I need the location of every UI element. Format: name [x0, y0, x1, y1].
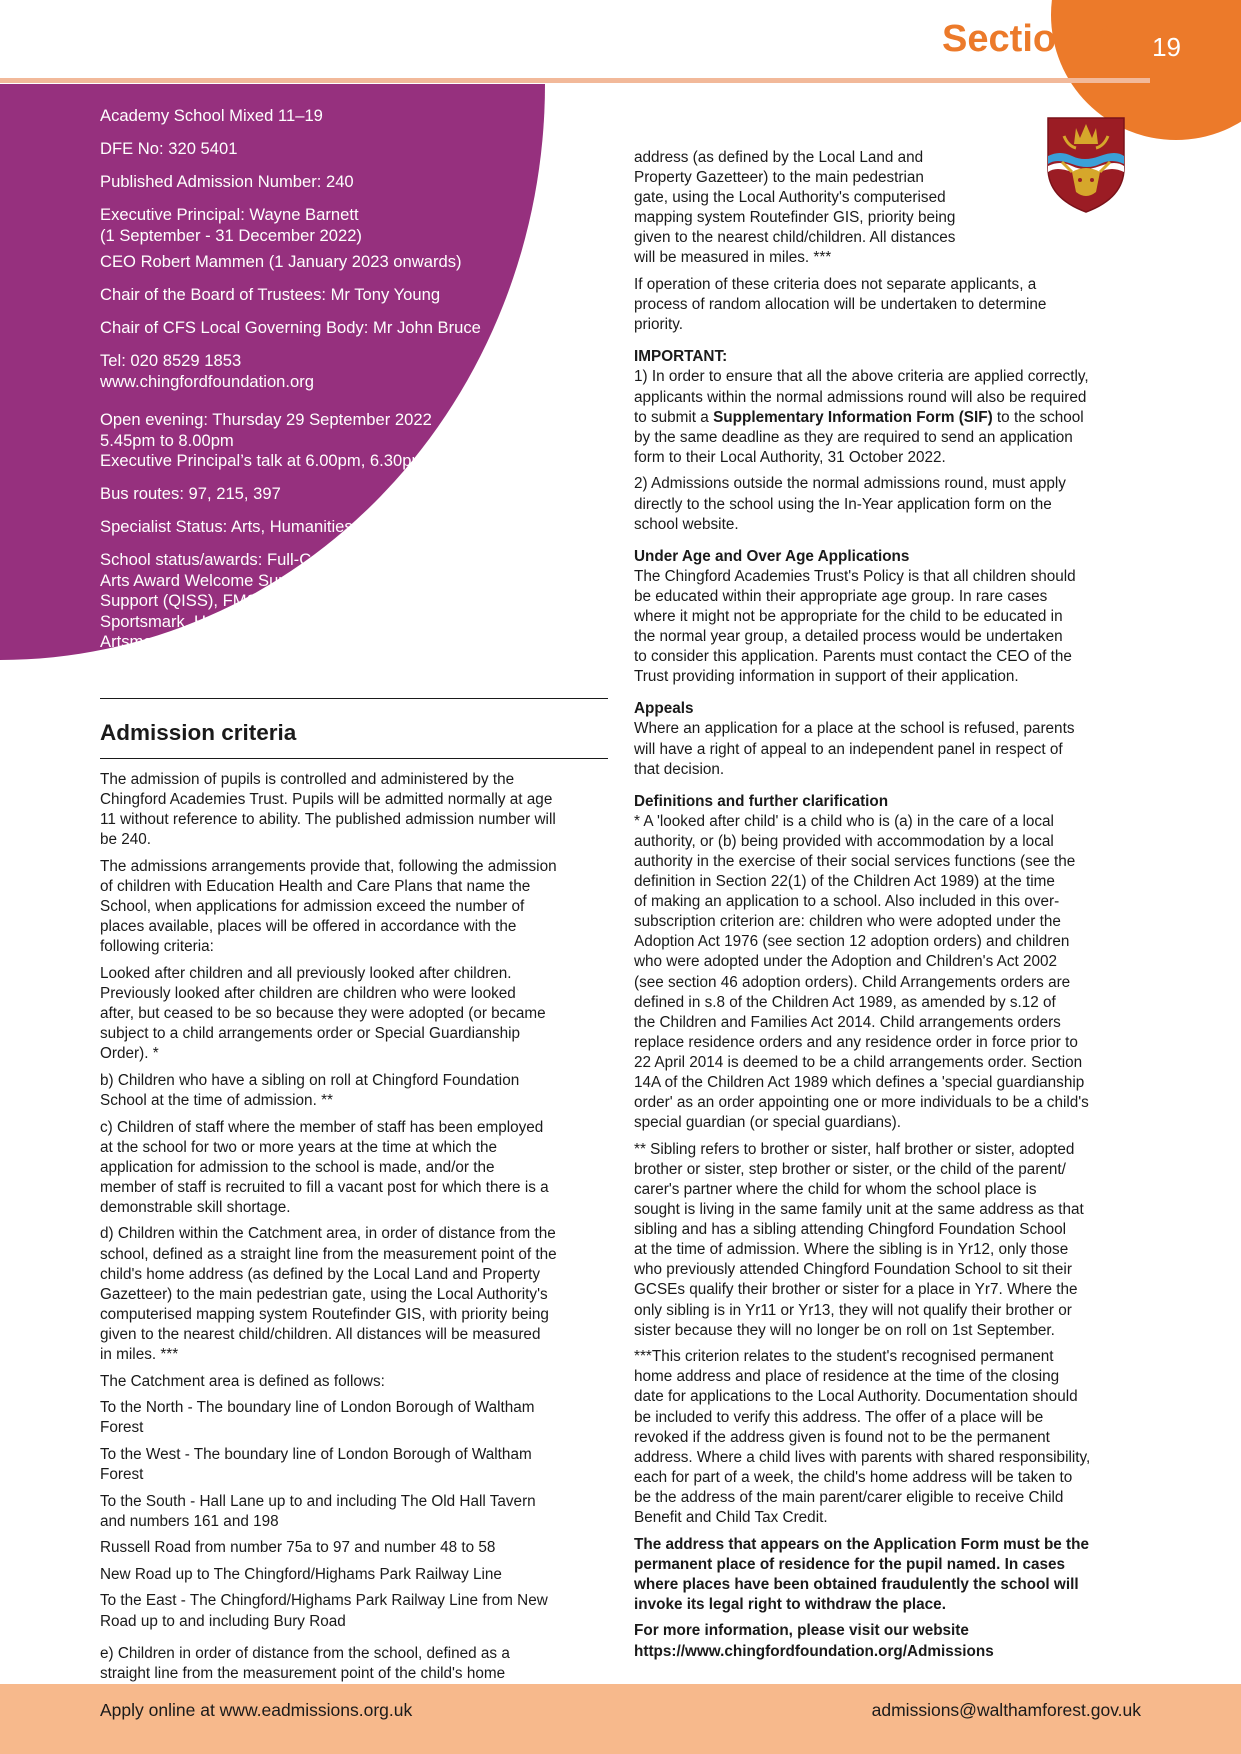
- random-allocation: If operation of these criteria does not separate applicants, a process of random allocation will be undertaken to determine priority.: [634, 276, 1047, 334]
- sif-form-name: Supplementary Information Form (SIF): [713, 408, 993, 426]
- definition-looked-after: * A 'looked after child' is a child who is (a) in the care of a local authority, or (b) being provided with accommodation by a local authority in the exercise of their social services functions (see the definition in Section 22(1) of the Children Act 1989) at the time of making an application to a school. Also included in this over- subscription criterion are: children who were adopted under the Adoption Act 1976 (see section 12 adoption orders) and children who were adopted under the Adoption and Children's Act 2002 (see section 46 adoption orders). Child Arrangements orders are defined in s.8 of the Children Act 1989, as amended by s.12 of the Children and Families Act 2014. Child arrangements orders replace residence orders and any residence order in force prior to 22 April 2014 is deemed to be a child arrangements order. Section 14A of the Children Act 1989 which defines a 'special guardianship order' as an order appointing one or more individuals to be a child's special guardian (or special guardians).: [634, 812, 1089, 1132]
- page-footer: [0, 1684, 1241, 1754]
- appeals-text: Where an application for a place at the school is refused, parents will have a right of appeal to an independent panel in respect of that decision.: [634, 720, 1075, 778]
- chair-governing-body: Chair of CFS Local Governing Body: Mr John Bruce: [100, 318, 481, 337]
- section-rule-top: [100, 698, 608, 699]
- age-applications-heading: Under Age and Over Age Applications: [634, 547, 910, 565]
- chair-trustees: Chair of the Board of Trustees: Mr Tony Young: [100, 285, 441, 304]
- admission-arrangements: The admissions arrangements provide that, following the admission of children with Education Health and Care Plans that name the School, when applications for admission exceed the number of places available, places will be offered in accordance with the following criteria:: [100, 857, 557, 956]
- important-point-1-end: to the school by the same deadline as they are required to send an application form to their Local Authority, 31 October 2022.: [634, 408, 1084, 466]
- criterion-e: e) Children in order of distance from the school, defined as a straight line from the measurement point of the child's home: [100, 1644, 510, 1682]
- catchment-east: To the East - The Chingford/Highams Park Railway Line from New Road up to and including Bury Road: [100, 1592, 548, 1630]
- specialist-status: Specialist Status: Arts, Humanities and Sports: [100, 517, 438, 536]
- open-evening: Open evening: Thursday 29 September 2022 5.45pm to 8.00pm Executive Principal’s talk at 6.00pm, 6.30pm and 7.00pm: [100, 410, 518, 470]
- admission-criteria-heading: Admission criteria: [100, 720, 297, 745]
- important-heading: IMPORTANT:: [634, 348, 728, 366]
- section-title: Section 3: [942, 18, 1111, 60]
- ceo: CEO Robert Mammen (1 January 2023 onwards): [100, 252, 462, 271]
- important-point-1: [634, 367, 1144, 467]
- header-divider: [0, 78, 1150, 83]
- criteria-continued-column: [634, 148, 1144, 1668]
- criterion-c: c) Children of staff where the member of staff has been employed at the school for two or more years at the time at which the application for admission to the school is made, and/or the member of staff is recruited to fill a vacant post for which there is a demonstrable skill shortage.: [100, 1118, 549, 1216]
- catchment-intro: The Catchment area is defined as follows:: [100, 1372, 385, 1390]
- admission-number: Published Admission Number: 240: [100, 172, 354, 191]
- page-number: 19: [1152, 32, 1181, 62]
- important-point-1-text: 1) In order to ensure that all the above criteria are applied correctly, applicants within the normal admissions round will also be required to submit a: [634, 368, 1089, 426]
- catchment-new-road: New Road up to The Chingford/Highams Park Railway Line: [100, 1565, 502, 1583]
- footer-apply-online: Apply online at www.eadmissions.org.uk: [100, 1700, 413, 1720]
- catchment-south: To the South - Hall Lane up to and including The Old Hall Tavern and numbers 161 and 198: [100, 1492, 536, 1530]
- footer-email: admissions@walthamforest.gov.uk: [871, 1700, 1141, 1720]
- catchment-west: To the West - The boundary line of London Borough of Waltham Forest: [100, 1445, 532, 1483]
- age-applications-text: The Chingford Academies Trust's Policy is that all children should be educated within their appropriate age group. In rare cases where it might not be appropriate for the child to be educated in the normal year group, a detailed process would be undertaken to consider this application. Parents must contact the CEO of the Trust providing information in support of their application.: [634, 567, 1076, 686]
- definition-sibling: ** Sibling refers to brother or sister, half brother or sister, adopted brother or sister, step brother or sister, or the child of the parent/ carer's partner where the child for whom the school place is sought is living in the same family unit at the same address as that sibling and has a sibling attending Chingford Foundation School at the time of admission. Where the sibling is in Yr12, only those who previously attended Chingford Foundation School to sit their GCSEs qualify their brother or sister for a place in Yr7. Where the only sibling is in Yr11 or Yr13, they will not qualify their brother or sister because they will no longer be on roll on 1st September.: [634, 1140, 1084, 1339]
- school-awards: School status/awards: Full-Core Extended School; Arts Award Welcome Supporter, Quality in Study Support (QISS), FMSIS, Sports England Sportsmark, Healthy School and Artsmark (Gold): [100, 550, 470, 651]
- school-info-panel: [0, 84, 545, 660]
- criterion-e-continued: address (as defined by the Local Land and Property Gazetteer) to the main pedestrian gate, using the Local Authority's computerised mapping system Routefinder GIS, priority being given to the nearest child/children. All distances will be measured in miles. ***: [634, 149, 956, 267]
- catchment-russell-road: Russell Road from number 75a to 97 and number 48 to 58: [100, 1539, 496, 1557]
- criterion-a: Looked after children and all previously looked after children. Previously looked after children are children who were looked after, but ceased to be so because they were adopted (or became subject to a child arrangements order or Special Guardianship Order). *: [100, 964, 546, 1063]
- admission-criteria-column: [100, 770, 608, 1690]
- definitions-heading: Definitions and further clarification: [634, 792, 889, 810]
- more-information: For more information, please visit our website https://www.chingfordfoundation.org/Admissions: [634, 1622, 994, 1660]
- catchment-north: To the North - The boundary line of London Borough of Waltham Forest: [100, 1399, 535, 1437]
- bus-routes: Bus routes: 97, 215, 397: [100, 484, 281, 503]
- executive-principal: Executive Principal: Wayne Barnett (1 September - 31 December 2022): [100, 205, 362, 245]
- section-rule-bottom: [100, 758, 608, 759]
- school-type: Academy School Mixed 11–19: [100, 106, 323, 125]
- fraud-warning: The address that appears on the Application Form must be the permanent place of residence for the pupil named. In cases where places have been obtained fraudulently the school will invoke its legal right to withdraw the place.: [634, 1535, 1090, 1613]
- contact-details: Tel: 020 8529 1853 www.chingfordfoundation.org: [100, 351, 315, 391]
- important-point-2: 2) Admissions outside the normal admissions round, must apply directly to the school using the In-Year application form on the school website.: [634, 475, 1066, 533]
- criterion-d: d) Children within the Catchment area, in order of distance from the school, defined as a straight line from the measurement point of the child's home address (as defined by the Local Land and Property Gazetteer) to the main pedestrian gate, using the Local Authority's computerised mapping system Routefinder GIS, with priority being given to the nearest child/children. All distances will be measured in miles. ***: [100, 1225, 557, 1364]
- admission-intro: The admission of pupils is controlled and administered by the Chingford Academies Trust. Pupils will be admitted normally at age 11 without reference to ability. The published admission number will be 240.: [100, 771, 556, 849]
- dfe-number: DFE No: 320 5401: [100, 139, 238, 158]
- definition-address: ***This criterion relates to the student's recognised permanent home address and place of residence at the time of the closing date for applications to the Local Authority. Documentation should be included to verify this address. The offer of a place will be revoked if the address given is found not to be the permanent address. Where a child lives with parents with shared responsibility, each for part of a week, the child's home address will be taken to be the address of the main parent/carer eligible to receive Child Benefit and Child Tax Credit.: [634, 1348, 1091, 1526]
- criterion-b: b) Children who have a sibling on roll at Chingford Foundation School at the time of admission. **: [100, 1071, 520, 1109]
- appeals-heading: Appeals: [634, 700, 694, 718]
- school-info-list: [100, 106, 540, 665]
